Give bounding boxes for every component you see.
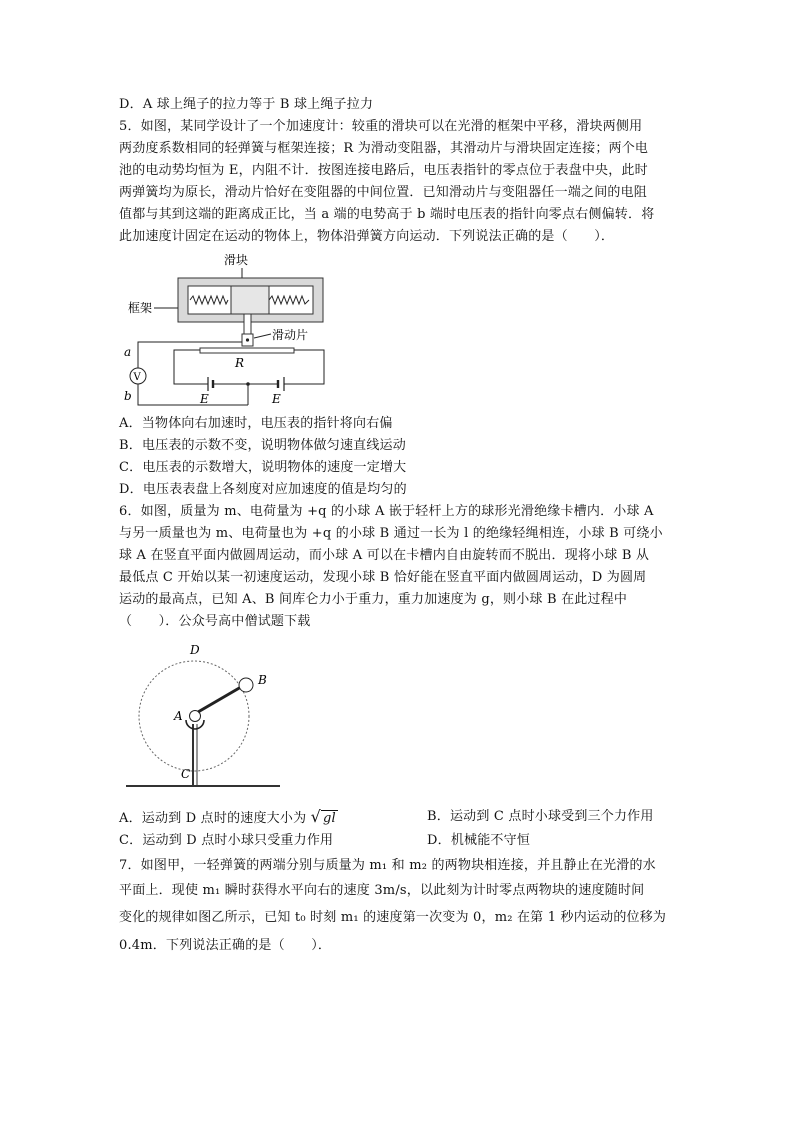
wire-right [286,350,324,384]
slider-label: 滑块 [224,253,249,267]
voltmeter-label: V [133,372,141,383]
q6-stem-line-1: 6．如图，质量为 m、电荷量为 +q 的小球 A 嵌于轻杆上方的球形光滑绝缘卡槽内．小球 A [119,504,654,519]
ball-b [239,678,253,692]
point-c-label: C [181,767,191,781]
frame-label: 框架 [128,301,153,315]
rheostat-label: R [235,356,245,370]
q6-stem-line-6: （ ）．公众号高中僧试题下载 [119,614,311,629]
q5-stem-line-2: 两劲度系数相同的轻弹簧与框架连接；R 为滑动变阻器，其滑动片与滑块固定连接；两个电 [119,141,649,156]
q5-option-a: A．当物体向右加速时，电压表的指针将向右偏 [119,416,393,431]
q5-option-c: C．电压表的示数增大，说明物体的速度一定增大 [119,460,407,475]
circular-motion-figure [118,640,288,800]
terminal-a-label: a [124,345,132,359]
q5-option-d: D．电压表表盘上各刻度对应加速度的值是均匀的 [119,482,407,497]
wire-b [138,384,248,405]
q5-stem-line-4: 两弹簧均为原长，滑动片恰好在变阻器的中间位置．已知滑动片与变阻器任一端之间的电阻 [119,185,648,200]
wiper-pointer [254,334,271,338]
ball-b-label: B [258,673,267,687]
rope [198,687,241,712]
sqrt-radicand: gl [323,811,336,826]
q7-stem-line-1: 7．如图甲，一轻弹簧的两端分别与质量为 m₁ 和 m₂ 的两物块相连接，并且静止在光滑的水 [119,858,656,873]
accelerometer-figure [118,250,348,415]
q7-stem-line-4: 0.4m．下列说法正确的是（ ）． [119,938,332,953]
q6-option-d: D．机械能不守恒 [427,833,531,848]
q6-stem-line-2: 与另一质量也为 m、电荷量也为 +q 的小球 B 通过一长为 l 的绝缘轻绳相连，小球 B 可绕小 [119,526,663,541]
wiper-label: 滑动片 [272,328,309,342]
q7-stem-line-2: 平面上．现使 m₁ 瞬时获得水平向右的速度 3m/s，以此刻为计时零点两物块的速度随时间 [119,883,645,898]
q6-option-b: B．运动到 C 点时小球受到三个力作用 [427,809,654,824]
slider-block [231,286,269,314]
terminal-b-label: b [124,389,132,403]
q5-stem-line-5: 值都与其到这端的距离成正比，当 a 端的电势高于 b 端时电压表的指针向零点右侧偏转．将 [119,207,655,222]
wiper-contact [246,338,249,341]
wire-a [138,342,245,370]
battery-1-label: E [200,392,209,406]
q7-stem-line-3: 变化的规律如图乙所示，已知 t₀ 时刻 m₁ 的速度第一次变为 0，m₂ 在第 1 秒内运动的位移为 [119,910,667,925]
rheostat [200,348,294,353]
battery-2-label: E [272,392,281,406]
q6-stem-line-5: 运动的最高点，已知 A、B 间库仑力小于重力，重力加速度为 g，则小球 B 在此过程中 [119,592,628,607]
ball-a-label: A [174,709,183,723]
sqrt-symbol: √ [310,807,322,826]
q6-option-a-text: A．运动到 D 点时的速度大小为 [119,811,311,826]
q6-option-c: C．运动到 D 点时小球只受重力作用 [119,833,334,848]
q6-stem-line-3: 球 A 在竖直平面内做圆周运动，而小球 A 可以在卡槽内自由旋转而不脱出．现将小球 B 从 [119,548,650,563]
q6-stem-line-4: 最低点 C 开始以某一初速度运动，发现小球 B 恰好能在竖直平面内做圆周运动，D 为圆周 [119,570,647,585]
q5-option-b: B．电压表的示数不变，说明物体做匀速直线运动 [119,438,406,453]
q5-stem-line-3: 池的电动势均恒为 E，内阻不计．按图连接电路后，电压表指针的零点位于表盘中央，此时 [119,163,648,178]
option-d-previous: D．A 球上绳子的拉力等于 B 球上绳子拉力 [119,97,374,112]
slider-rod [244,314,251,334]
point-d-label: D [190,643,200,657]
q5-stem-line-1: 5．如图，某同学设计了一个加速度计：较重的滑块可以在光滑的框架中平移，滑块两侧用 [119,119,643,134]
wire-left [174,350,208,384]
q5-stem-line-6: 此加速度计固定在运动的物体上，物体沿弹簧方向运动．下列说法正确的是（ ）． [119,229,615,244]
